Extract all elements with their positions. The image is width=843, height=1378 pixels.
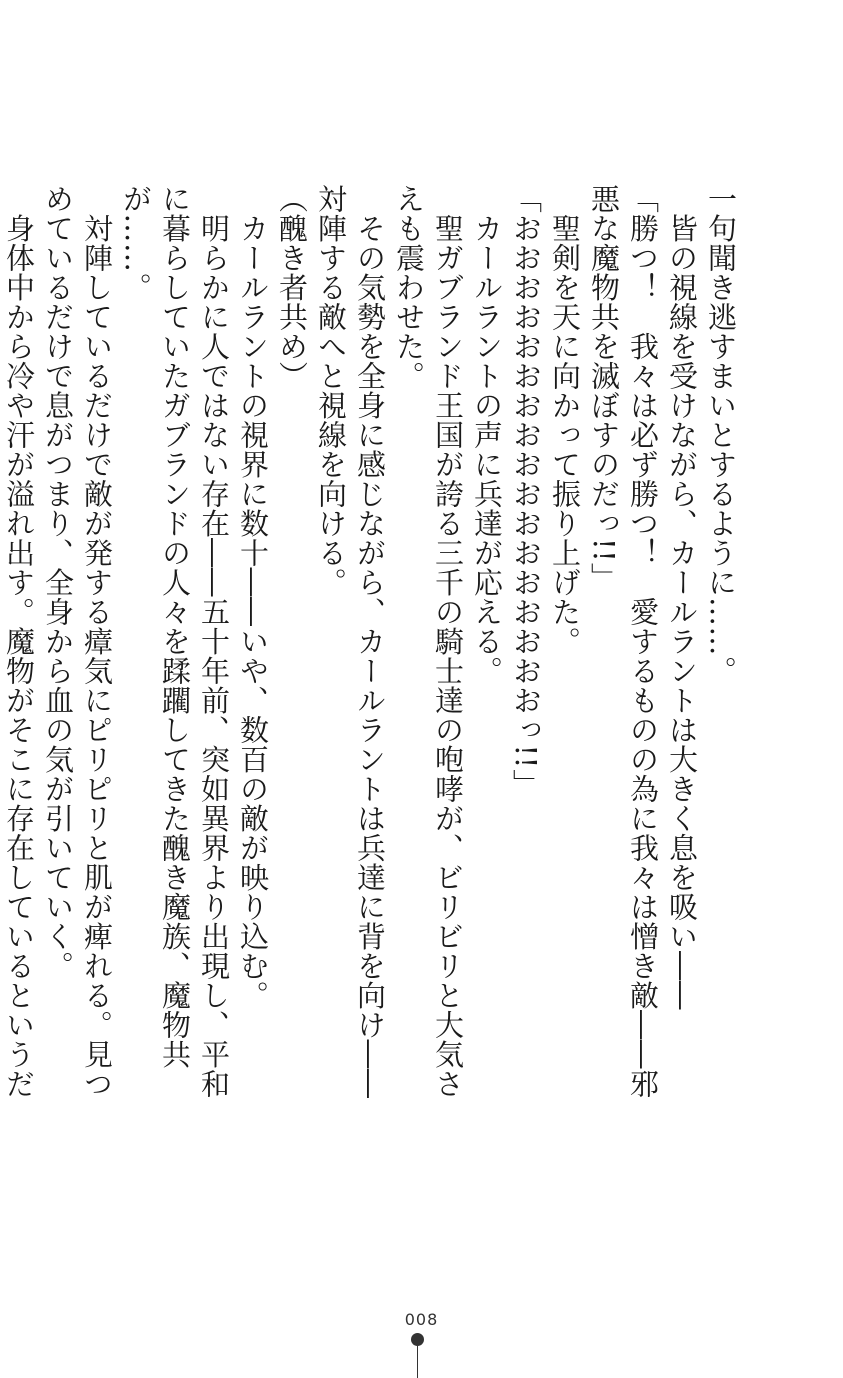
paragraph: （醜き者共め）: [275, 184, 309, 391]
paragraph: カールラントの声に兵達が応える。: [470, 184, 504, 686]
paragraph: 身体中から冷や汗が溢れ出す。魔物がそこに存在しているというだ: [2, 213, 36, 1099]
novel-body-text: [2, 184, 740, 1124]
paragraph: 聖剣を天に向かって振り上げた。: [548, 184, 582, 656]
paragraph: 対陣しているだけで敵が発する瘴気にピリピリと肌が痺れる。見つめているだけで息がつまり、全身から血の気が引いていく。: [41, 184, 114, 1099]
paragraph: 一句聞き逃すまいとするように……。: [704, 184, 738, 686]
paragraph: その気勢を全身に感じながら、カールラントは兵達に背を向け――対陣する敵へと視線を向ける。: [314, 184, 387, 1099]
page-marker-dot-icon: [411, 1333, 424, 1346]
page-marker-line: [417, 1346, 418, 1378]
paragraph: 「おおおおおおおおおおおおおおおおおっ!!」: [509, 184, 543, 799]
paragraph: カールラントの視界に数十――いや、数百の敵が映り込む。: [236, 184, 270, 1010]
paragraph: 「勝つ！ 我々は必ず勝つ！ 愛するものの為に我々は憎き敵――邪悪な魔物共を滅ぼすのだっ!!」: [587, 184, 660, 1099]
paragraph: 聖ガブランド王国が誇る三千の騎士達の咆哮が、ビリビリと大気さえも震わせた。: [392, 184, 465, 1099]
page-number: 008: [404, 1310, 439, 1329]
paragraph: 皆の視線を受けながら、カールラントは大きく息を吸い――: [665, 184, 699, 1010]
paragraph: 明らかに人ではない存在――五十年前、突如異界より出現し、平和に暮らしていたガブランドの人々を蹂躙してきた醜き魔族、魔物共が……。: [119, 184, 231, 1099]
